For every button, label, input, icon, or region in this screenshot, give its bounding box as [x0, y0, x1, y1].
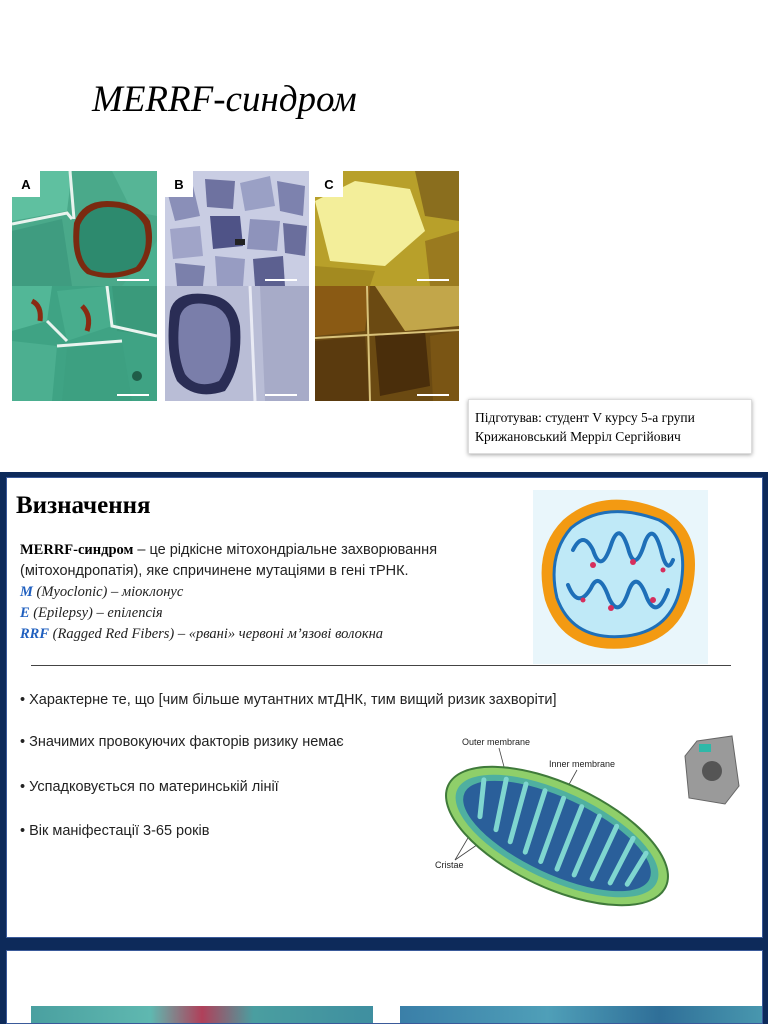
label-outer-membrane: Outer membrane [462, 737, 531, 747]
acronym-meaning: (Epilepsy) – епілепсія [29, 605, 163, 621]
author-box [468, 399, 752, 454]
panel-b-bottom [165, 286, 309, 401]
mitochondrion-diagram [427, 726, 747, 936]
panel-b-label: B [165, 171, 193, 197]
slide-title: MERRF-синдром [92, 79, 357, 120]
definition-block [20, 540, 540, 645]
acronym-meaning: (Myoclonic) – міоклонус [32, 584, 184, 600]
label-cristae: Cristae [435, 860, 464, 870]
next-slide [0, 944, 768, 1024]
scale-bar [417, 279, 449, 281]
scale-bar [265, 279, 297, 281]
panel-b-top [165, 171, 309, 286]
bullet-item: • Успадковується по материнській лінії [20, 779, 279, 795]
acronym-meaning: (Ragged Red Fibers) – «рвані» червоні м’язові волокна [49, 626, 384, 642]
section-heading: Визначення [16, 492, 151, 519]
cell-icon [685, 736, 739, 804]
panel-b-bottom-image [165, 286, 309, 401]
definition-slide [0, 472, 768, 944]
mitochondrion-illustration [533, 490, 708, 664]
panel-a-top [12, 171, 157, 286]
scale-bar [117, 394, 149, 396]
definition-slide-content [6, 477, 763, 938]
definition-text [20, 540, 540, 582]
author-line-1: Підготував: студент V курсу 5-а групи [475, 410, 695, 425]
acronym-letter: E [20, 605, 30, 621]
scale-bar [417, 394, 449, 396]
scale-bar [265, 394, 297, 396]
author-line-2: Крижановський Меррiл Сергійович [475, 429, 681, 444]
panel-c-top [315, 171, 459, 286]
histology-image-right [400, 1006, 763, 1024]
panel-a-label: A [12, 171, 40, 197]
panel-a-bottom [12, 286, 157, 401]
panel-c-bottom [315, 286, 459, 401]
bullet-item: • Значимих провокуючих факторів ризику немає [20, 734, 344, 750]
definition-term: MERRF-синдром [20, 542, 134, 558]
bullet-item: • Характерне те, що [чим більше мутантних мтДНК, тим вищий ризик захворіти] [20, 692, 557, 708]
acronym-e [20, 603, 540, 624]
panel-c-bottom-image [315, 286, 459, 401]
histology-image-left [31, 1006, 373, 1024]
mitochondrion-cross-section-icon [427, 726, 747, 936]
title-slide [0, 0, 768, 472]
acronym-m [20, 582, 540, 603]
acronym-rrf [20, 624, 540, 645]
bullet-item: • Вік маніфестації 3-65 років [20, 823, 210, 839]
scale-bar [117, 279, 149, 281]
label-inner-membrane: Inner membrane [549, 759, 616, 769]
acronym-letter: M [20, 584, 33, 600]
histology-figure [12, 171, 459, 401]
acronym-letter: RRF [20, 626, 50, 642]
definition-body: – це рідкісне мітохондріальне захворювання (мітохондропатія), яке спричинене мутаціями в гені тРНК. [20, 542, 438, 579]
panel-c-label: C [315, 171, 343, 197]
divider [31, 665, 731, 666]
panel-a-bottom-image [12, 286, 157, 401]
next-slide-content [6, 950, 763, 1024]
mitochondrion-icon [533, 490, 708, 664]
